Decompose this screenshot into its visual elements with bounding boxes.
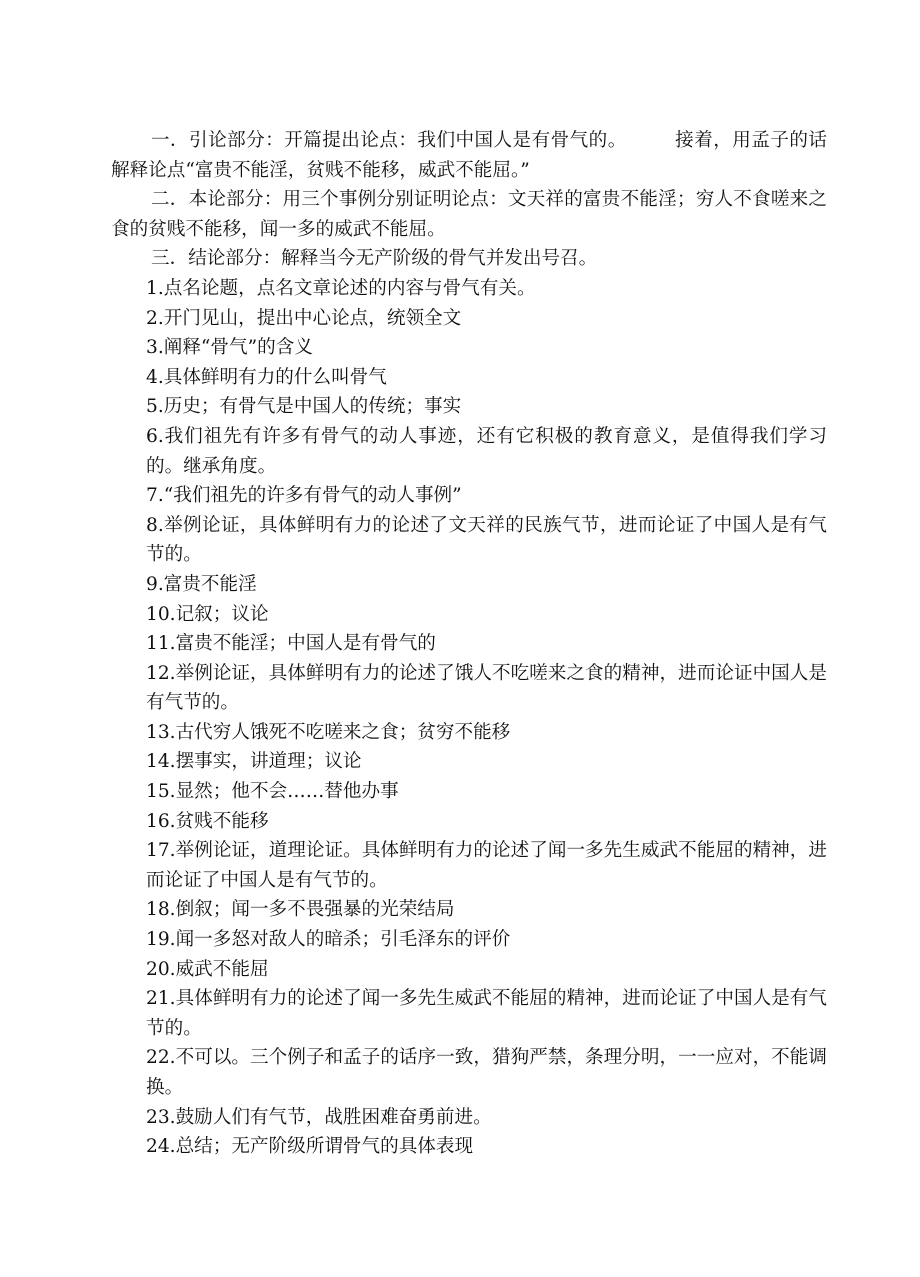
answer-7: 7.“我们祖先的许多有骨气的动人事例” — [146, 485, 462, 507]
answer-19: 19.闻一多怒对敌人的暗杀；引毛泽东的评价 — [146, 929, 511, 951]
answer-14: 14.摆事实，讲道理；议论 — [146, 751, 362, 773]
answer-9: 9.富贵不能淫 — [146, 573, 257, 595]
answer-6: 6.我们祖先有许多有骨气的动人事迹，还有它积极的教育意义，是值得我们学习的。继承角度。 — [146, 425, 827, 477]
answer-22: 22.不可以。三个例子和孟子的话序一致，猎狗严禁，条理分明，一一应对，不能调换。 — [146, 1047, 827, 1098]
answer-15: 15.显然；他不会……替他办事 — [146, 781, 399, 803]
answer-17: 17.举例论证，道理论证。具体鲜明有力的论述了闻一多先生威武不能屈的精神，进而论证了中国人是有气节的。 — [146, 840, 827, 891]
answer-3: 3.阐释“骨气”的含义 — [146, 337, 313, 359]
answer-10: 10.记叙；议论 — [146, 603, 269, 625]
section-intro-text-cont: 接着，用孟子的话解释论点“富贵不能淫，贫贱不能移，威武不能屈。” — [111, 130, 827, 181]
answer-5: 5.历史；有骨气是中国人的传统；事实 — [146, 396, 462, 418]
answer-24: 24.总结；无产阶级所谓骨气的具体表现 — [146, 1136, 474, 1158]
answer-11: 11.富贵不能淫；中国人是有骨气的 — [146, 633, 436, 655]
answer-18: 18.倒叙；闻一多不畏强暴的光荣结局 — [146, 899, 455, 921]
section-intro — [111, 126, 827, 185]
answer-16: 16.贫贱不能移 — [146, 810, 269, 832]
section-intro-text: 一．引论部分：开篇提出论点：我们中国人是有骨气的。 — [151, 130, 627, 151]
answer-12: 12.举例论证，具体鲜明有力的论述了饿人不吃嗟来之食的精神，进而论证中国人是有气节的。 — [146, 662, 827, 714]
answer-1: 1.点名论题，点名文章论述的内容与骨气有关。 — [146, 277, 536, 299]
section-conclusion: 三．结论部分：解释当今无产阶级的骨气并发出号召。 — [151, 248, 598, 270]
answer-4: 4.具体鲜明有力的什么叫骨气 — [146, 366, 387, 388]
section-body: 二．本论部分：用三个事例分别证明论点：文天祥的富贵不能淫；穷人不食嗟来之食的贫贱不能移，闻一多的威武不能屈。 — [111, 189, 827, 240]
answer-20: 20.威武不能屈 — [146, 958, 269, 980]
answer-13: 13.古代穷人饿死不吃嗟来之食；贫穷不能移 — [146, 721, 511, 743]
document-body — [111, 126, 827, 1162]
answer-2: 2.开门见山，提出中心论点，统领全文 — [146, 307, 462, 329]
answer-23: 23.鼓励人们有气节，战胜困难奋勇前进。 — [146, 1106, 492, 1128]
answer-21: 21.具体鲜明有力的论述了闻一多先生威武不能屈的精神，进而论证了中国人是有气节的。 — [146, 988, 827, 1039]
answer-8: 8.举例论证，具体鲜明有力的论述了文天祥的民族气节，进而论证了中国人是有气节的。 — [146, 514, 827, 566]
